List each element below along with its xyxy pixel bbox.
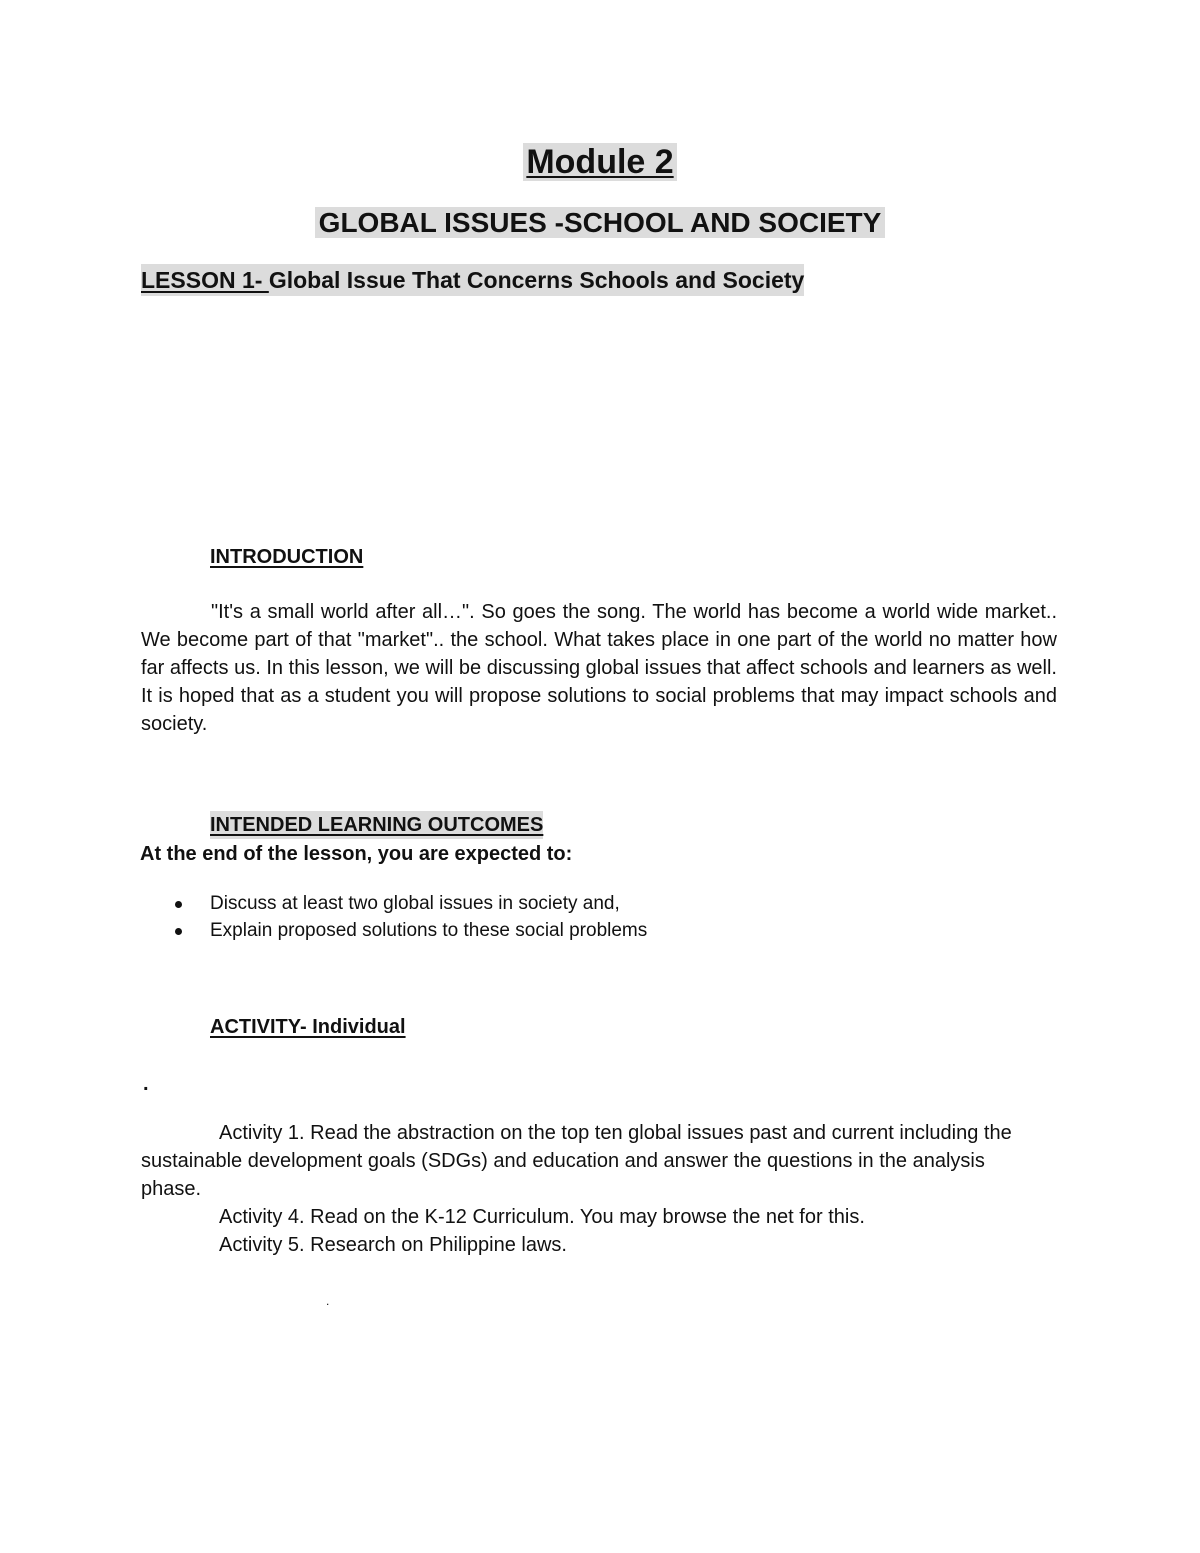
activity-marker: . [143, 1073, 149, 1095]
lesson-label: LESSON 1- [141, 267, 269, 293]
introduction-paragraph: "It's a small world after all…". So goes the song. The world has become a world wide market.. We become part of that "market".. the school. What takes place in one part of the world no matter how far affects us. In this lesson, we will be discussing global issues that affect schools and learners as well. It is hoped that as a student you will propose solutions to social problems that may impact schools and society. [141, 601, 1057, 735]
outcomes-list [170, 890, 647, 944]
activity-1-text: Activity 1. Read the abstraction on the top ten global issues past and current including the sustainable development goals (SDGs) and education and answer the questions in the analysis phase. [141, 1122, 1012, 1200]
lesson-heading [141, 264, 804, 296]
list-item: Explain proposed solutions to these social problems [170, 917, 647, 944]
introduction-heading: INTRODUCTION [210, 546, 364, 568]
activity-heading: ACTIVITY- Individual [210, 1016, 406, 1038]
subtitle-block [0, 204, 1200, 242]
lesson-title: Global Issue That Concerns Schools and Society [268, 267, 805, 293]
module-title-block [0, 141, 1200, 183]
list-item: Discuss at least two global issues in society and, [170, 890, 647, 917]
activity-5-text: Activity 5. Research on Philippine laws. [219, 1234, 567, 1256]
outcomes-lead: At the end of the lesson, you are expected to: [140, 843, 573, 865]
module-subtitle: GLOBAL ISSUES -SCHOOL AND SOCIETY [315, 207, 886, 238]
outcomes-heading: INTENDED LEARNING OUTCOMES [210, 811, 543, 839]
activity-4-text: Activity 4. Read on the K-12 Curriculum. You may browse the net for this. [219, 1206, 865, 1228]
trailing-marker: . [326, 1294, 330, 1308]
module-title: Module 2 [523, 143, 676, 181]
